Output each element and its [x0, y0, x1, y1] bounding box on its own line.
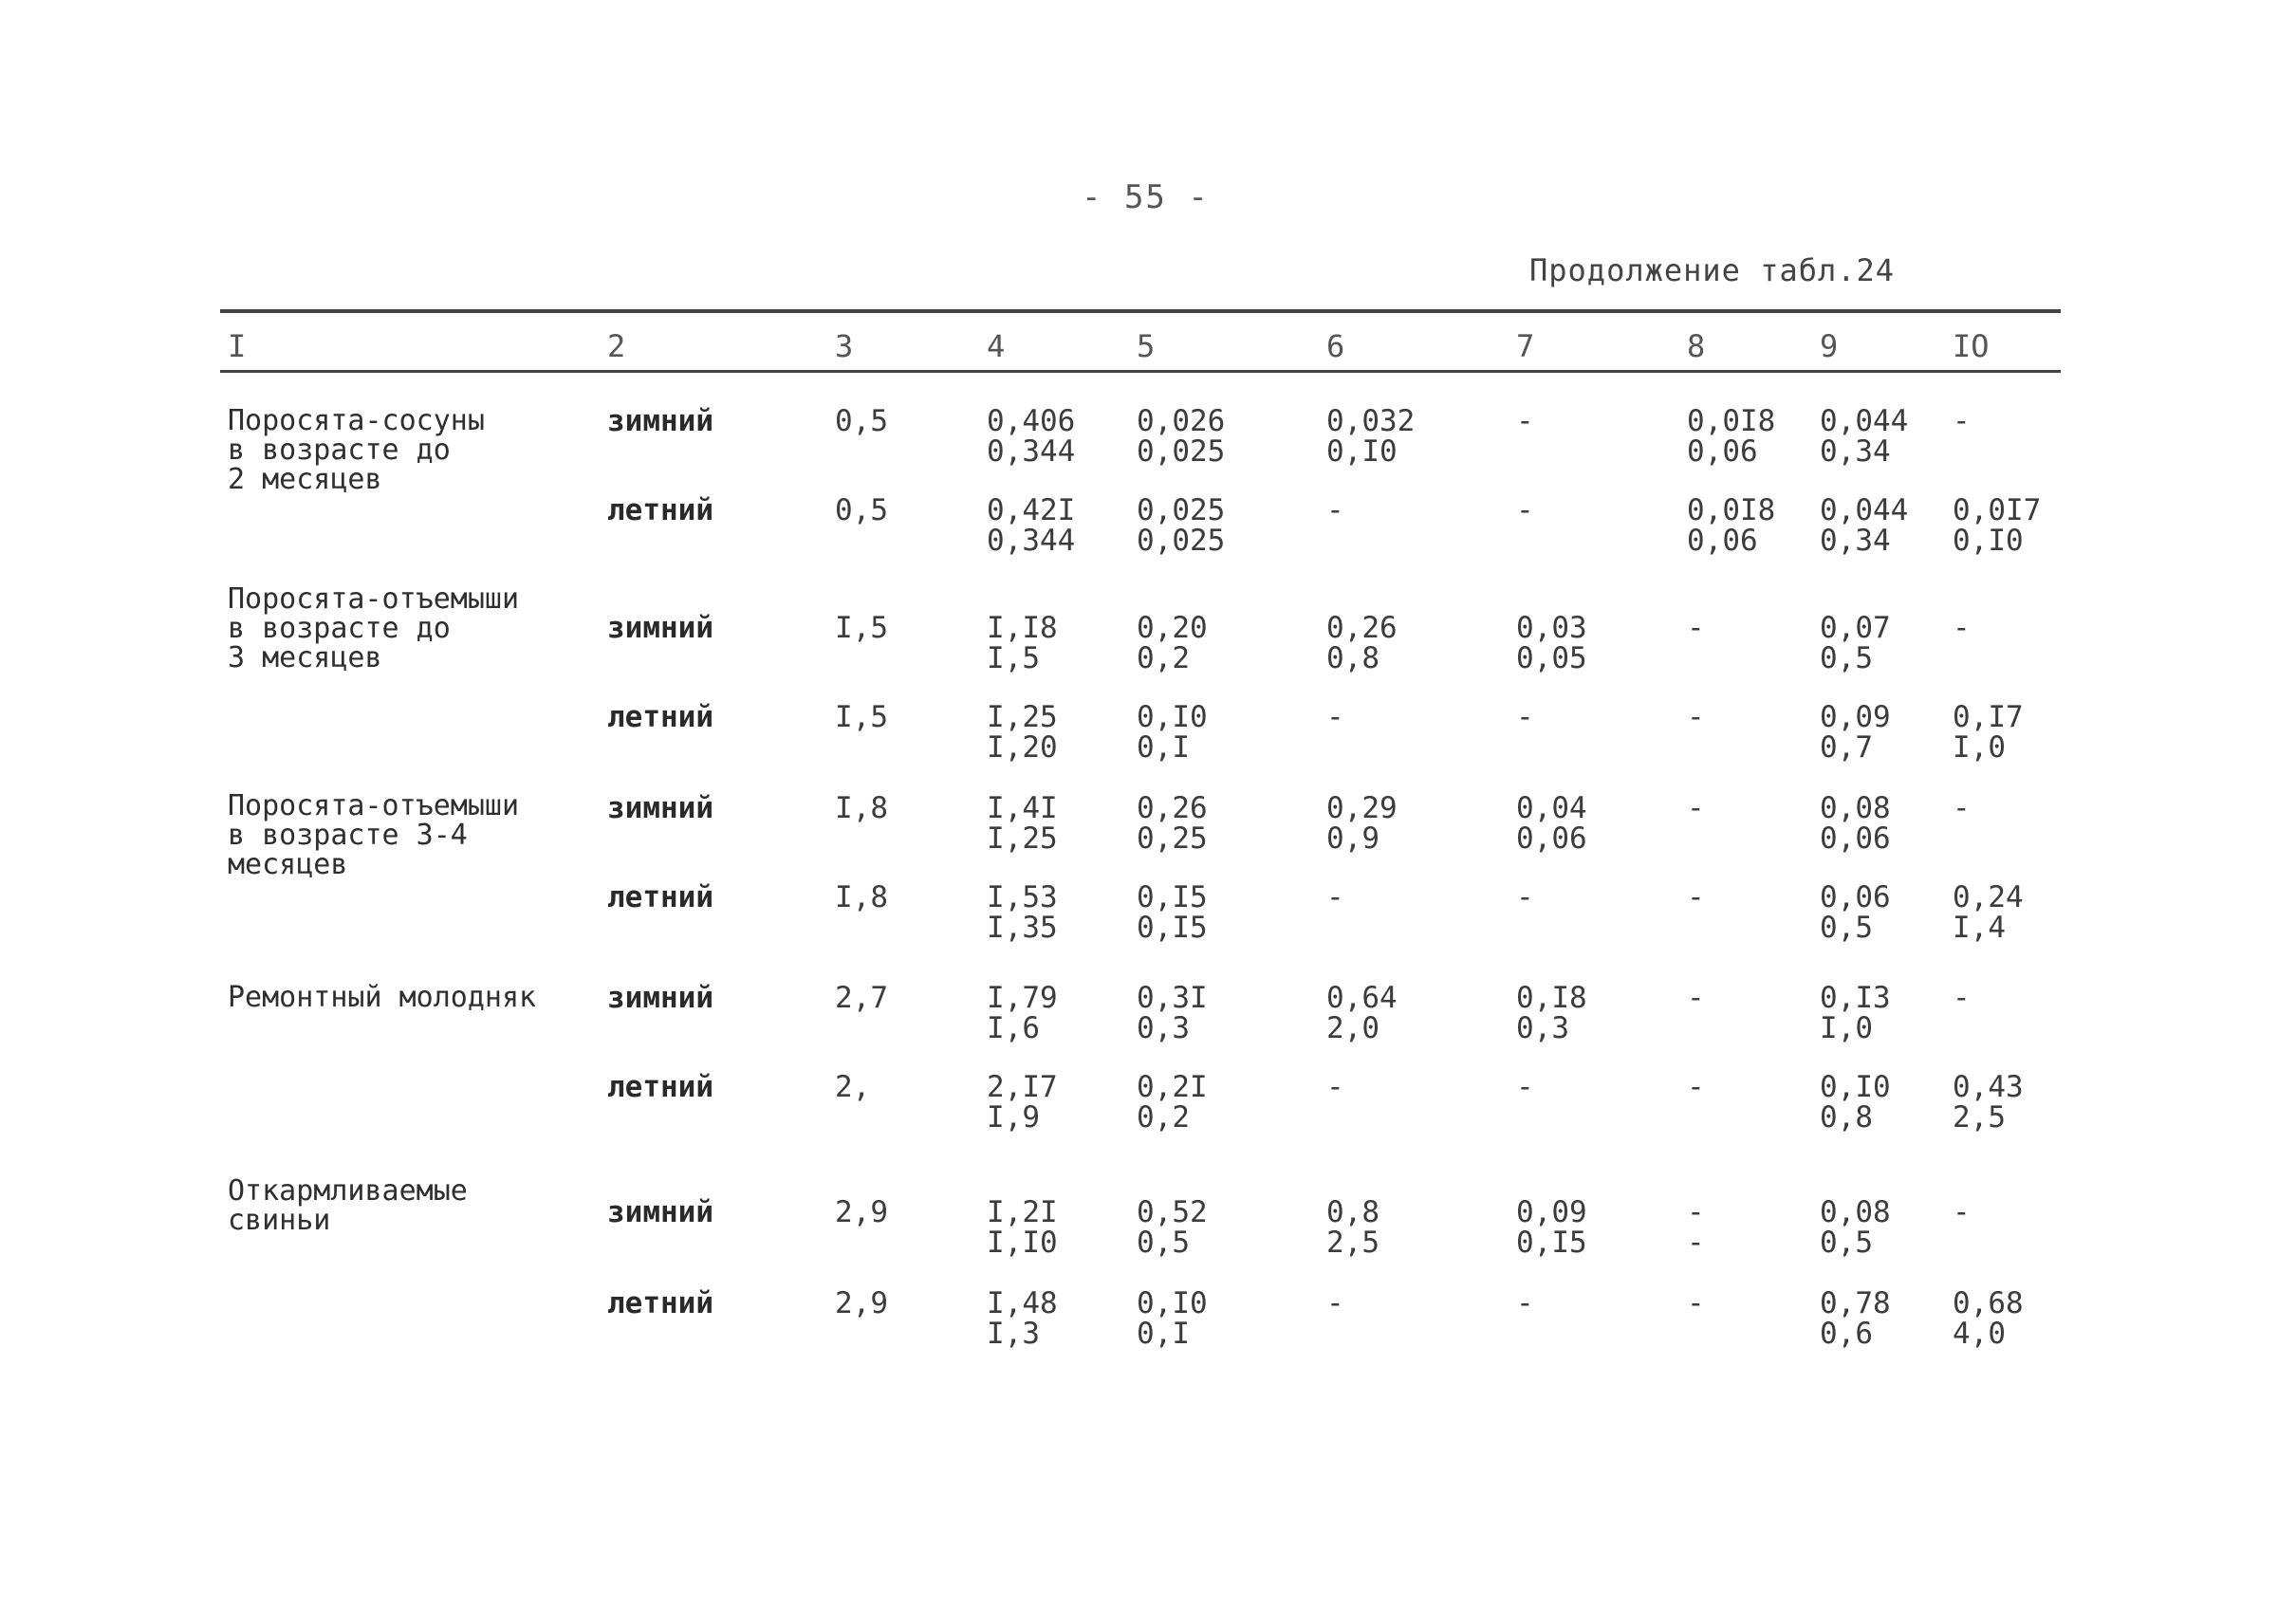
column-header-2: 2: [607, 328, 626, 364]
season-cell: зимний: [607, 791, 713, 825]
value-cell-col8: -: [1687, 791, 1705, 825]
value-cell-col4: 0,42I 0,344: [987, 493, 1076, 558]
value-cell-col8: 0,0I8 0,06: [1687, 404, 1776, 469]
value-cell-col6: 0,64 2,0: [1326, 981, 1398, 1045]
season-cell: зимний: [607, 404, 713, 438]
value-cell-col7: -: [1516, 880, 1534, 914]
value-cell-col7: 0,09 0,I5: [1516, 1195, 1587, 1260]
value-cell-col3: I,8: [835, 880, 888, 914]
season-cell: летний: [607, 1070, 713, 1104]
value-cell-col6: -: [1326, 1286, 1344, 1320]
value-cell-col4: I,I8 I,5: [987, 611, 1058, 675]
value-cell-col5: 0,026 0,025: [1137, 404, 1226, 469]
value-cell-col8: - -: [1687, 1195, 1705, 1260]
value-cell-col9: 0,06 0,5: [1820, 880, 1891, 945]
value-cell-col6: 0,032 0,I0: [1326, 404, 1416, 469]
value-cell-col5: 0,2I 0,2: [1137, 1070, 1208, 1135]
value-cell-col5: 0,I0 0,I: [1137, 700, 1208, 765]
column-header-8: 8: [1687, 328, 1706, 364]
value-cell-col6: 0,26 0,8: [1326, 611, 1398, 675]
value-cell-col6: -: [1326, 880, 1344, 914]
value-cell-col10: 0,43 2,5: [1953, 1070, 2024, 1135]
value-cell-col4: I,25 I,20: [987, 700, 1058, 765]
value-cell-col8: -: [1687, 880, 1705, 914]
value-cell-col9: 0,I0 0,8: [1820, 1070, 1891, 1135]
value-cell-col4: I,4I I,25: [987, 791, 1058, 856]
table-top-rule: [220, 309, 2061, 313]
value-cell-col8: -: [1687, 981, 1705, 1015]
value-cell-col6: -: [1326, 493, 1344, 527]
value-cell-col5: 0,26 0,25: [1137, 791, 1208, 856]
value-cell-col6: -: [1326, 1070, 1344, 1104]
value-cell-col3: 2,9: [835, 1286, 888, 1320]
value-cell-col8: 0,0I8 0,06: [1687, 493, 1776, 558]
value-cell-col10: 0,I7 I,0: [1953, 700, 2024, 765]
row-group-label: Поросята-отъемыши в возрасте до 3 месяцев: [228, 582, 520, 674]
value-cell-col7: 0,I8 0,3: [1516, 981, 1587, 1045]
value-cell-col3: I,5: [835, 700, 888, 734]
value-cell-col9: 0,08 0,5: [1820, 1195, 1891, 1260]
row-group-label: Поросята-сосуны в возрасте до 2 месяцев: [228, 404, 485, 496]
value-cell-col9: 0,I3 I,0: [1820, 981, 1891, 1045]
value-cell-col5: 0,I5 0,I5: [1137, 880, 1208, 945]
value-cell-col6: -: [1326, 700, 1344, 734]
value-cell-col8: -: [1687, 700, 1705, 734]
column-header-7: 7: [1516, 328, 1535, 364]
value-cell-col4: I,48 I,3: [987, 1286, 1058, 1351]
season-cell: летний: [607, 1286, 713, 1320]
value-cell-col9: 0,044 0,34: [1820, 404, 1909, 469]
value-cell-col4: 2,I7 I,9: [987, 1070, 1058, 1135]
value-cell-col6: 0,8 2,5: [1326, 1195, 1379, 1260]
value-cell-col3: I,5: [835, 611, 888, 645]
column-header-10: IO: [1953, 328, 1990, 364]
value-cell-col5: 0,20 0,2: [1137, 611, 1208, 675]
table-header-rule: [220, 370, 2061, 373]
row-group-label: Поросята-отъемыши в возрасте 3-4 месяцев: [228, 789, 520, 881]
value-cell-col4: I,2I I,I0: [987, 1195, 1058, 1260]
value-cell-col10: -: [1953, 611, 1971, 645]
value-cell-col7: -: [1516, 493, 1534, 527]
value-cell-col10: -: [1953, 791, 1971, 825]
value-cell-col9: 0,08 0,06: [1820, 791, 1891, 856]
value-cell-col5: 0,52 0,5: [1137, 1195, 1208, 1260]
value-cell-col3: 2,: [835, 1070, 871, 1104]
value-cell-col9: 0,78 0,6: [1820, 1286, 1891, 1351]
value-cell-col3: 0,5: [835, 404, 888, 438]
value-cell-col10: -: [1953, 404, 1971, 438]
season-cell: зимний: [607, 611, 713, 645]
value-cell-col8: -: [1687, 1070, 1705, 1104]
season-cell: летний: [607, 493, 713, 527]
value-cell-col9: 0,07 0,5: [1820, 611, 1891, 675]
value-cell-col8: -: [1687, 1286, 1705, 1320]
column-header-9: 9: [1820, 328, 1839, 364]
value-cell-col4: I,79 I,6: [987, 981, 1058, 1045]
value-cell-col7: -: [1516, 1070, 1534, 1104]
value-cell-col7: -: [1516, 1286, 1534, 1320]
value-cell-col4: I,53 I,35: [987, 880, 1058, 945]
value-cell-col5: 0,3I 0,3: [1137, 981, 1208, 1045]
value-cell-col3: 0,5: [835, 493, 888, 527]
table-caption: Продолжение табл.24: [1529, 252, 1896, 288]
value-cell-col7: 0,03 0,05: [1516, 611, 1587, 675]
value-cell-col3: 2,7: [835, 981, 888, 1015]
value-cell-col5: 0,025 0,025: [1137, 493, 1226, 558]
value-cell-col7: 0,04 0,06: [1516, 791, 1587, 856]
column-header-1: I: [228, 328, 247, 364]
value-cell-col9: 0,044 0,34: [1820, 493, 1909, 558]
value-cell-col4: 0,406 0,344: [987, 404, 1076, 469]
value-cell-col9: 0,09 0,7: [1820, 700, 1891, 765]
season-cell: летний: [607, 880, 713, 914]
page-number: - 55 -: [1082, 178, 1210, 216]
season-cell: зимний: [607, 1195, 713, 1229]
value-cell-col3: 2,9: [835, 1195, 888, 1229]
season-cell: зимний: [607, 981, 713, 1015]
value-cell-col10: 0,68 4,0: [1953, 1286, 2024, 1351]
value-cell-col10: 0,0I7 0,I0: [1953, 493, 2042, 558]
value-cell-col10: -: [1953, 981, 1971, 1015]
value-cell-col10: 0,24 I,4: [1953, 880, 2024, 945]
column-header-3: 3: [835, 328, 854, 364]
column-header-5: 5: [1137, 328, 1156, 364]
value-cell-col6: 0,29 0,9: [1326, 791, 1398, 856]
value-cell-col8: -: [1687, 611, 1705, 645]
value-cell-col5: 0,I0 0,I: [1137, 1286, 1208, 1351]
value-cell-col7: -: [1516, 700, 1534, 734]
season-cell: летний: [607, 700, 713, 734]
value-cell-col3: I,8: [835, 791, 888, 825]
value-cell-col10: -: [1953, 1195, 1971, 1229]
row-group-label: Ремонтный молодняк: [228, 981, 537, 1014]
row-group-label: Откармливаемые свиньи: [228, 1174, 468, 1237]
column-header-4: 4: [987, 328, 1006, 364]
value-cell-col7: -: [1516, 404, 1534, 438]
column-header-6: 6: [1326, 328, 1345, 364]
